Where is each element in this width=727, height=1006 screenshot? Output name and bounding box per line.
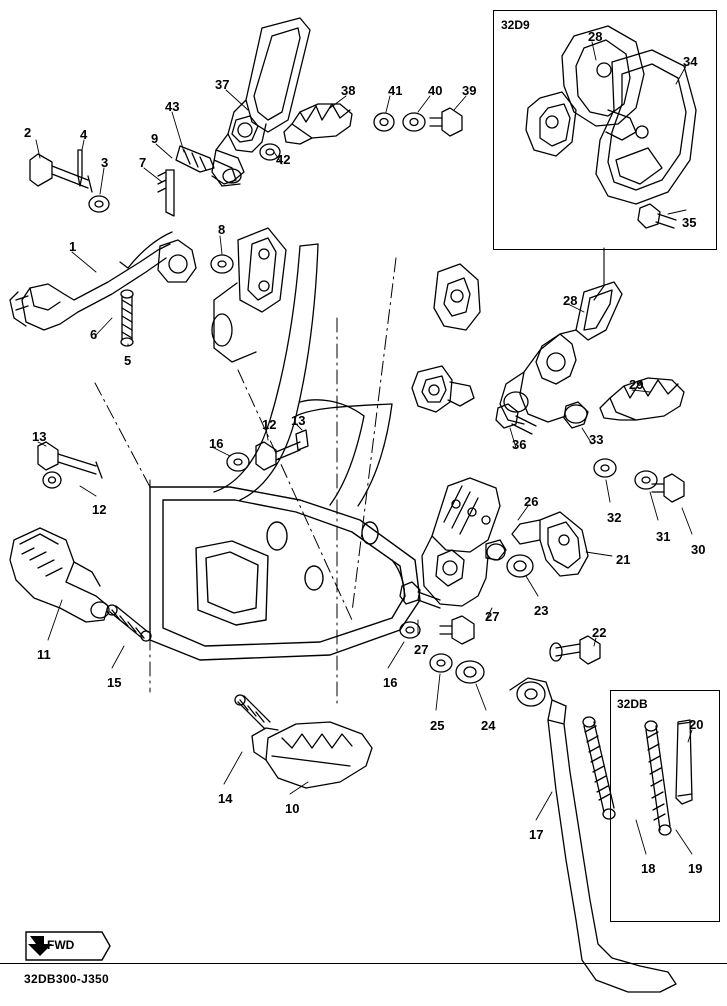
callout-1: 1	[69, 239, 77, 254]
callout-21: 21	[616, 552, 631, 567]
callout-43: 43	[165, 99, 180, 114]
callout-27-right: 27	[485, 609, 500, 624]
callout-32: 32	[607, 510, 622, 525]
callout-10: 10	[285, 801, 300, 816]
callout-16-lower: 16	[383, 675, 398, 690]
callout-12-left: 12	[92, 502, 107, 517]
callout-6: 6	[90, 327, 98, 342]
callout-9: 9	[151, 131, 159, 146]
callout-25: 25	[430, 718, 445, 733]
callout-13-center: 13	[291, 413, 306, 428]
callout-26: 26	[524, 494, 539, 509]
callout-19: 19	[688, 861, 703, 876]
callout-29: 29	[629, 377, 644, 392]
callout-33: 33	[589, 432, 604, 447]
callout-24: 24	[481, 718, 496, 733]
callout-35: 35	[682, 215, 697, 230]
callout-39: 39	[462, 83, 477, 98]
callout-16-upper: 16	[209, 436, 224, 451]
callout-18: 18	[641, 861, 656, 876]
callout-23: 23	[534, 603, 549, 618]
callout-7: 7	[139, 155, 147, 170]
footer-divider	[0, 963, 727, 964]
callout-3: 3	[101, 155, 109, 170]
callout-11: 11	[37, 647, 51, 662]
callout-34: 34	[683, 54, 698, 69]
callout-12-center: 12	[262, 417, 277, 432]
fwd-label: FWD	[47, 938, 75, 952]
inset-panel-32d9	[493, 10, 717, 250]
callout-28-inset: 28	[588, 29, 603, 44]
callout-8: 8	[218, 222, 226, 237]
callout-15: 15	[107, 675, 122, 690]
callout-22: 22	[592, 625, 607, 640]
callout-31: 31	[656, 529, 671, 544]
callout-37: 37	[215, 77, 230, 92]
callout-20: 20	[689, 717, 704, 732]
callout-40: 40	[428, 83, 443, 98]
callout-4: 4	[80, 127, 88, 142]
callout-2: 2	[24, 125, 32, 140]
callout-36: 36	[512, 437, 527, 452]
callout-5: 5	[124, 353, 132, 368]
callout-14: 14	[218, 791, 233, 806]
inset-label-32db: 32DB	[617, 697, 648, 711]
diagram-part-number: 32DB300-J350	[24, 972, 109, 986]
callout-42: 42	[276, 152, 291, 167]
callout-30: 30	[691, 542, 706, 557]
inset-panel-32db	[610, 690, 720, 922]
callout-28-main: 28	[563, 293, 578, 308]
callout-27-left: 27	[414, 642, 429, 657]
callout-17: 17	[529, 827, 544, 842]
callout-41: 41	[388, 83, 403, 98]
callout-38: 38	[341, 83, 356, 98]
callout-13-left: 13	[32, 429, 47, 444]
inset-label-32d9: 32D9	[501, 18, 530, 32]
